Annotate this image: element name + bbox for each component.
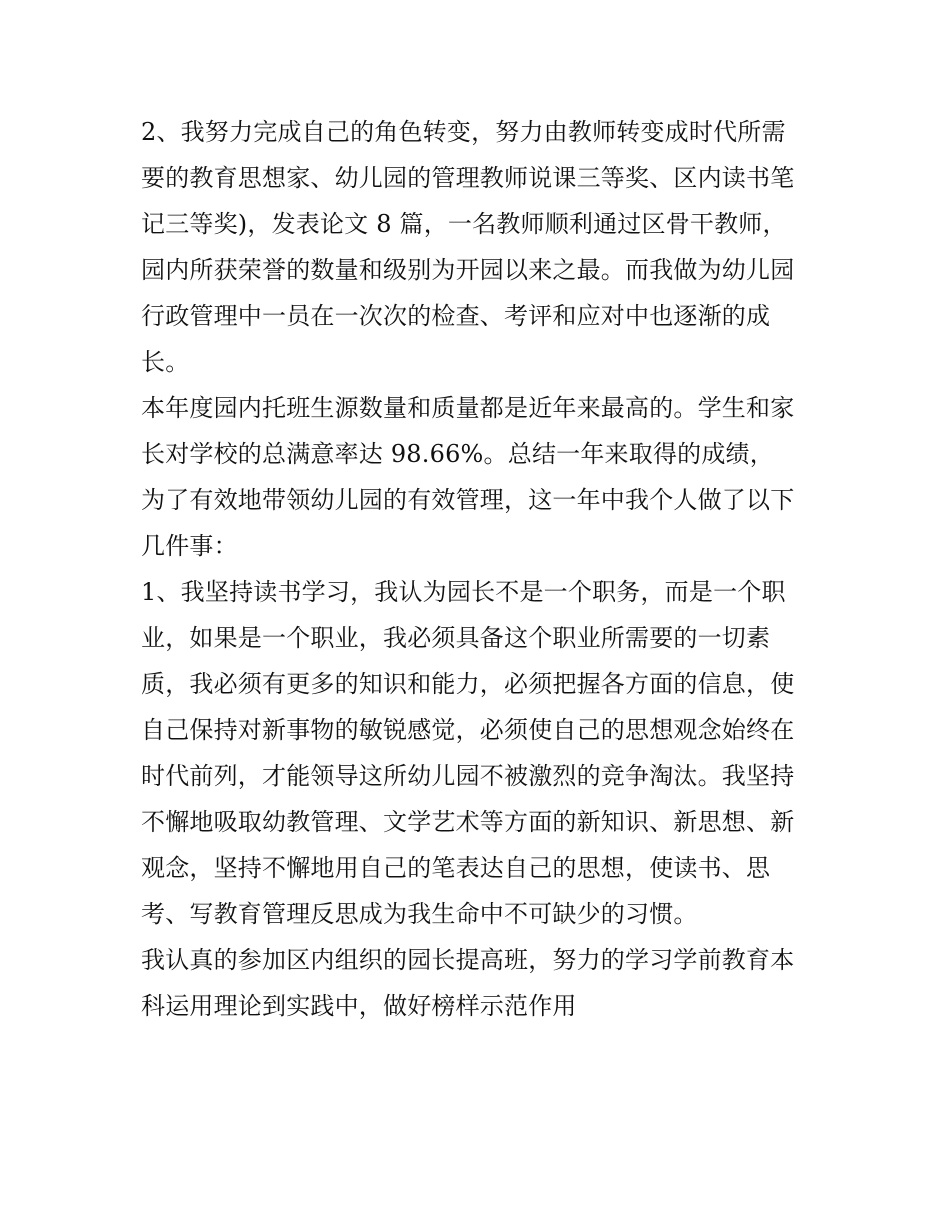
text-line: 为了有效地带领幼儿园的有效管理，这一年中我个人做了以下	[141, 486, 795, 514]
text-line: 考、写教育管理反思成为我生命中不可缺少的习惯。	[141, 900, 698, 928]
text-line: 业，如果是一个职业，我必须具备这个职业所需要的一切素	[141, 624, 771, 652]
text-line: 几件事：	[141, 532, 238, 560]
text-line: 自己保持对新事物的敏锐感觉，必须使自己的思想观念始终在	[141, 716, 795, 744]
document-body	[141, 109, 821, 1029]
text-line: 园内所获荣誉的数量和级别为开园以来之最。而我做为幼儿园	[141, 256, 795, 284]
text-line: 质，我必须有更多的知识和能力，必须把握各方面的信息，使	[141, 670, 795, 698]
text-line: 时代前列，才能领导这所幼儿园不被激烈的竞争淘汰。我坚持	[141, 762, 795, 790]
text-line: 要的教育思想家、幼儿园的管理教师说课三等奖、区内读书笔	[141, 164, 795, 192]
text-line: 我认真的参加区内组织的园长提高班，努力的学习学前教育本	[141, 946, 795, 974]
text-line: 行政管理中一员在一次次的检查、考评和应对中也逐渐的成	[141, 302, 771, 330]
text-line: 本年度园内托班生源数量和质量都是近年来最高的。学生和家	[141, 394, 795, 422]
text-line: 不懈地吸取幼教管理、文学艺术等方面的新知识、新思想、新	[141, 808, 795, 836]
text-line: 长。	[141, 348, 190, 376]
text-line: 记三等奖)，发表论文 8 篇，一名教师顺利通过区骨干教师，	[141, 210, 787, 238]
text-line: 1、我坚持读书学习，我认为园长不是一个职务，而是一个职	[141, 578, 786, 606]
text-line: 长对学校的总满意率达 98.66%。总结一年来取得的成绩，	[141, 440, 774, 468]
text-line: 2、我努力完成自己的角色转变，努力由教师转变成时代所需	[141, 118, 786, 146]
text-line: 观念，坚持不懈地用自己的笔表达自己的思想，使读书、思	[141, 854, 771, 882]
text-line: 科运用理论到实践中，做好榜样示范作用	[141, 992, 577, 1020]
